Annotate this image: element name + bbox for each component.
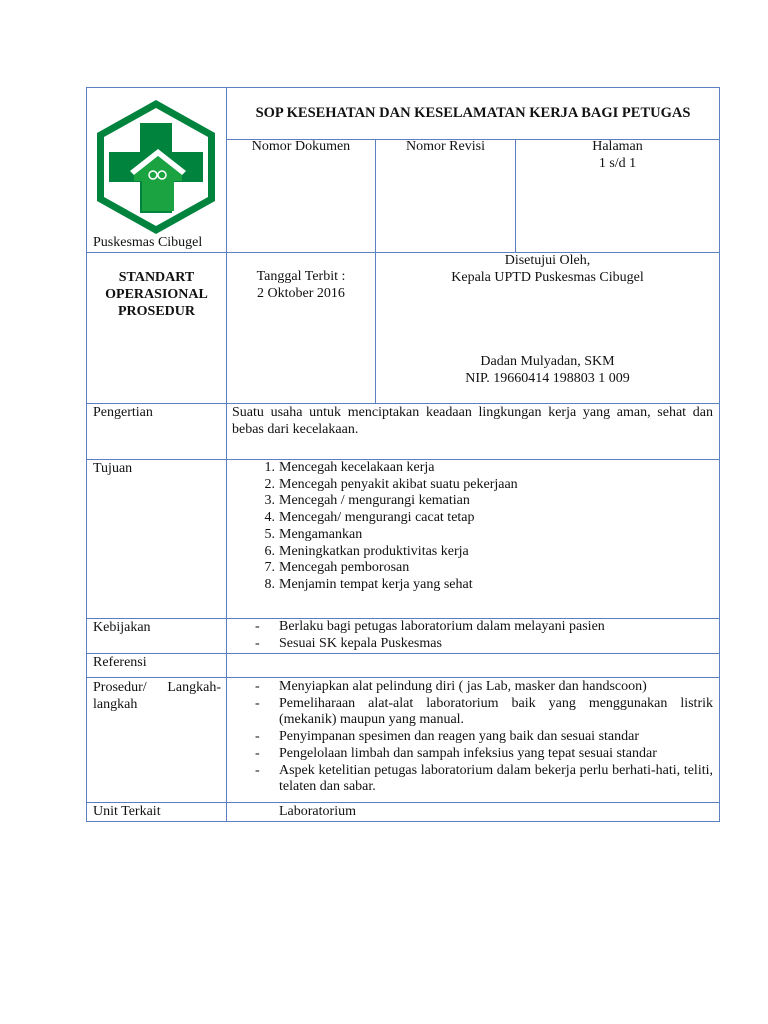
tujuan-list <box>255 460 710 594</box>
list-item: - Penyimpanan spesimen dan reagen yang baik dan sesuai standar <box>255 729 640 745</box>
list-item: 2. Mencegah penyakit akibat suatu pekerjaan <box>264 476 518 492</box>
approver-nip: NIP. 19660414 198803 1 009 <box>465 371 630 386</box>
prosedur-label: Prosedur/ Langkah-langkah <box>93 680 221 712</box>
list-item: - Pengelolaan limbah dan sampah infeksius yang tepat sesuai standar <box>255 745 657 761</box>
list-item: 5. Mengamankan <box>264 526 363 542</box>
list-item: - Aspek ketelitian petugas laboratorium dalam bekerja perlu berhati-hati, teliti, telaten dan sabar. <box>255 762 713 795</box>
table-border-right <box>719 87 720 822</box>
document-title: SOP KESEHATAN DAN KESELAMATAN KERJA BAGI PETUGAS <box>255 105 691 121</box>
list-item: 7. Mencegah pemborosan <box>264 560 410 576</box>
org-name: Puskesmas Cibugel <box>93 235 203 250</box>
list-item: - Menyiapkan alat pelindung diri ( jas Lab, masker dan handscoon) <box>255 679 647 694</box>
puskesmas-logo <box>92 97 220 237</box>
rule-prosedur <box>86 802 720 803</box>
rule-referensi <box>86 677 720 678</box>
list-item: 4. Mencegah/ mengurangi cacat tetap <box>264 510 475 526</box>
list-item: - Pemeliharaan alat-alat laboratorium baik yang menggunakan listrik (mekanik) maupun yang manual. <box>255 695 713 728</box>
referensi-label: Referensi <box>93 655 147 670</box>
table-border-bottom <box>86 821 720 822</box>
approver-name: Dadan Mulyadan, SKM <box>480 354 615 369</box>
tujuan-label: Tujuan <box>93 461 133 476</box>
rule-col-label <box>226 87 227 822</box>
kebijakan-label: Kebijakan <box>93 620 151 635</box>
prosedur-list <box>255 679 713 796</box>
doc-number-label: Nomor Dokumen <box>251 139 351 154</box>
pengertian-text: Suatu usaha untuk menciptakan keadaan lingkungan kerja yang aman, sehat dan bebas dari kecelakaan. <box>232 405 713 437</box>
unit-terkait-value: Laboratorium <box>279 804 356 819</box>
sop-label-line1: STANDART <box>118 270 195 285</box>
page-label: Halaman <box>592 139 643 154</box>
sop-label-line3: PROSEDUR <box>117 304 195 319</box>
list-item: 6. Meningkatkan produktivitas kerja <box>264 543 469 559</box>
list-item: - Sesuai SK kepala Puskesmas <box>255 635 442 651</box>
sop-label-line2: OPERASIONAL <box>105 287 208 302</box>
issue-date: 2 Oktober 2016 <box>257 286 345 301</box>
table-border-left <box>86 87 87 822</box>
rule-kebijakan <box>86 653 720 654</box>
list-item: 1. Mencegah kecelakaan kerja <box>264 460 435 475</box>
list-item: - Berlaku bagi petugas laboratorium dalam melayani pasien <box>255 619 605 634</box>
page-value: 1 s/d 1 <box>598 156 637 171</box>
table-border-top <box>86 87 720 88</box>
unit-terkait-label: Unit Terkait <box>93 804 161 819</box>
list-item: 3. Mencegah / mengurangi kematian <box>264 493 470 509</box>
revision-label: Nomor Revisi <box>406 139 485 154</box>
list-item: 8. Menjamin tempat kerja yang sehat <box>264 576 473 592</box>
pengertian-label: Pengertian <box>93 405 153 420</box>
kebijakan-list <box>255 619 713 652</box>
approved-by: Disetujui Oleh, <box>504 253 591 268</box>
issue-label: Tanggal Terbit : <box>256 269 346 284</box>
approver-title: Kepala UPTD Puskesmas Cibugel <box>451 270 644 285</box>
